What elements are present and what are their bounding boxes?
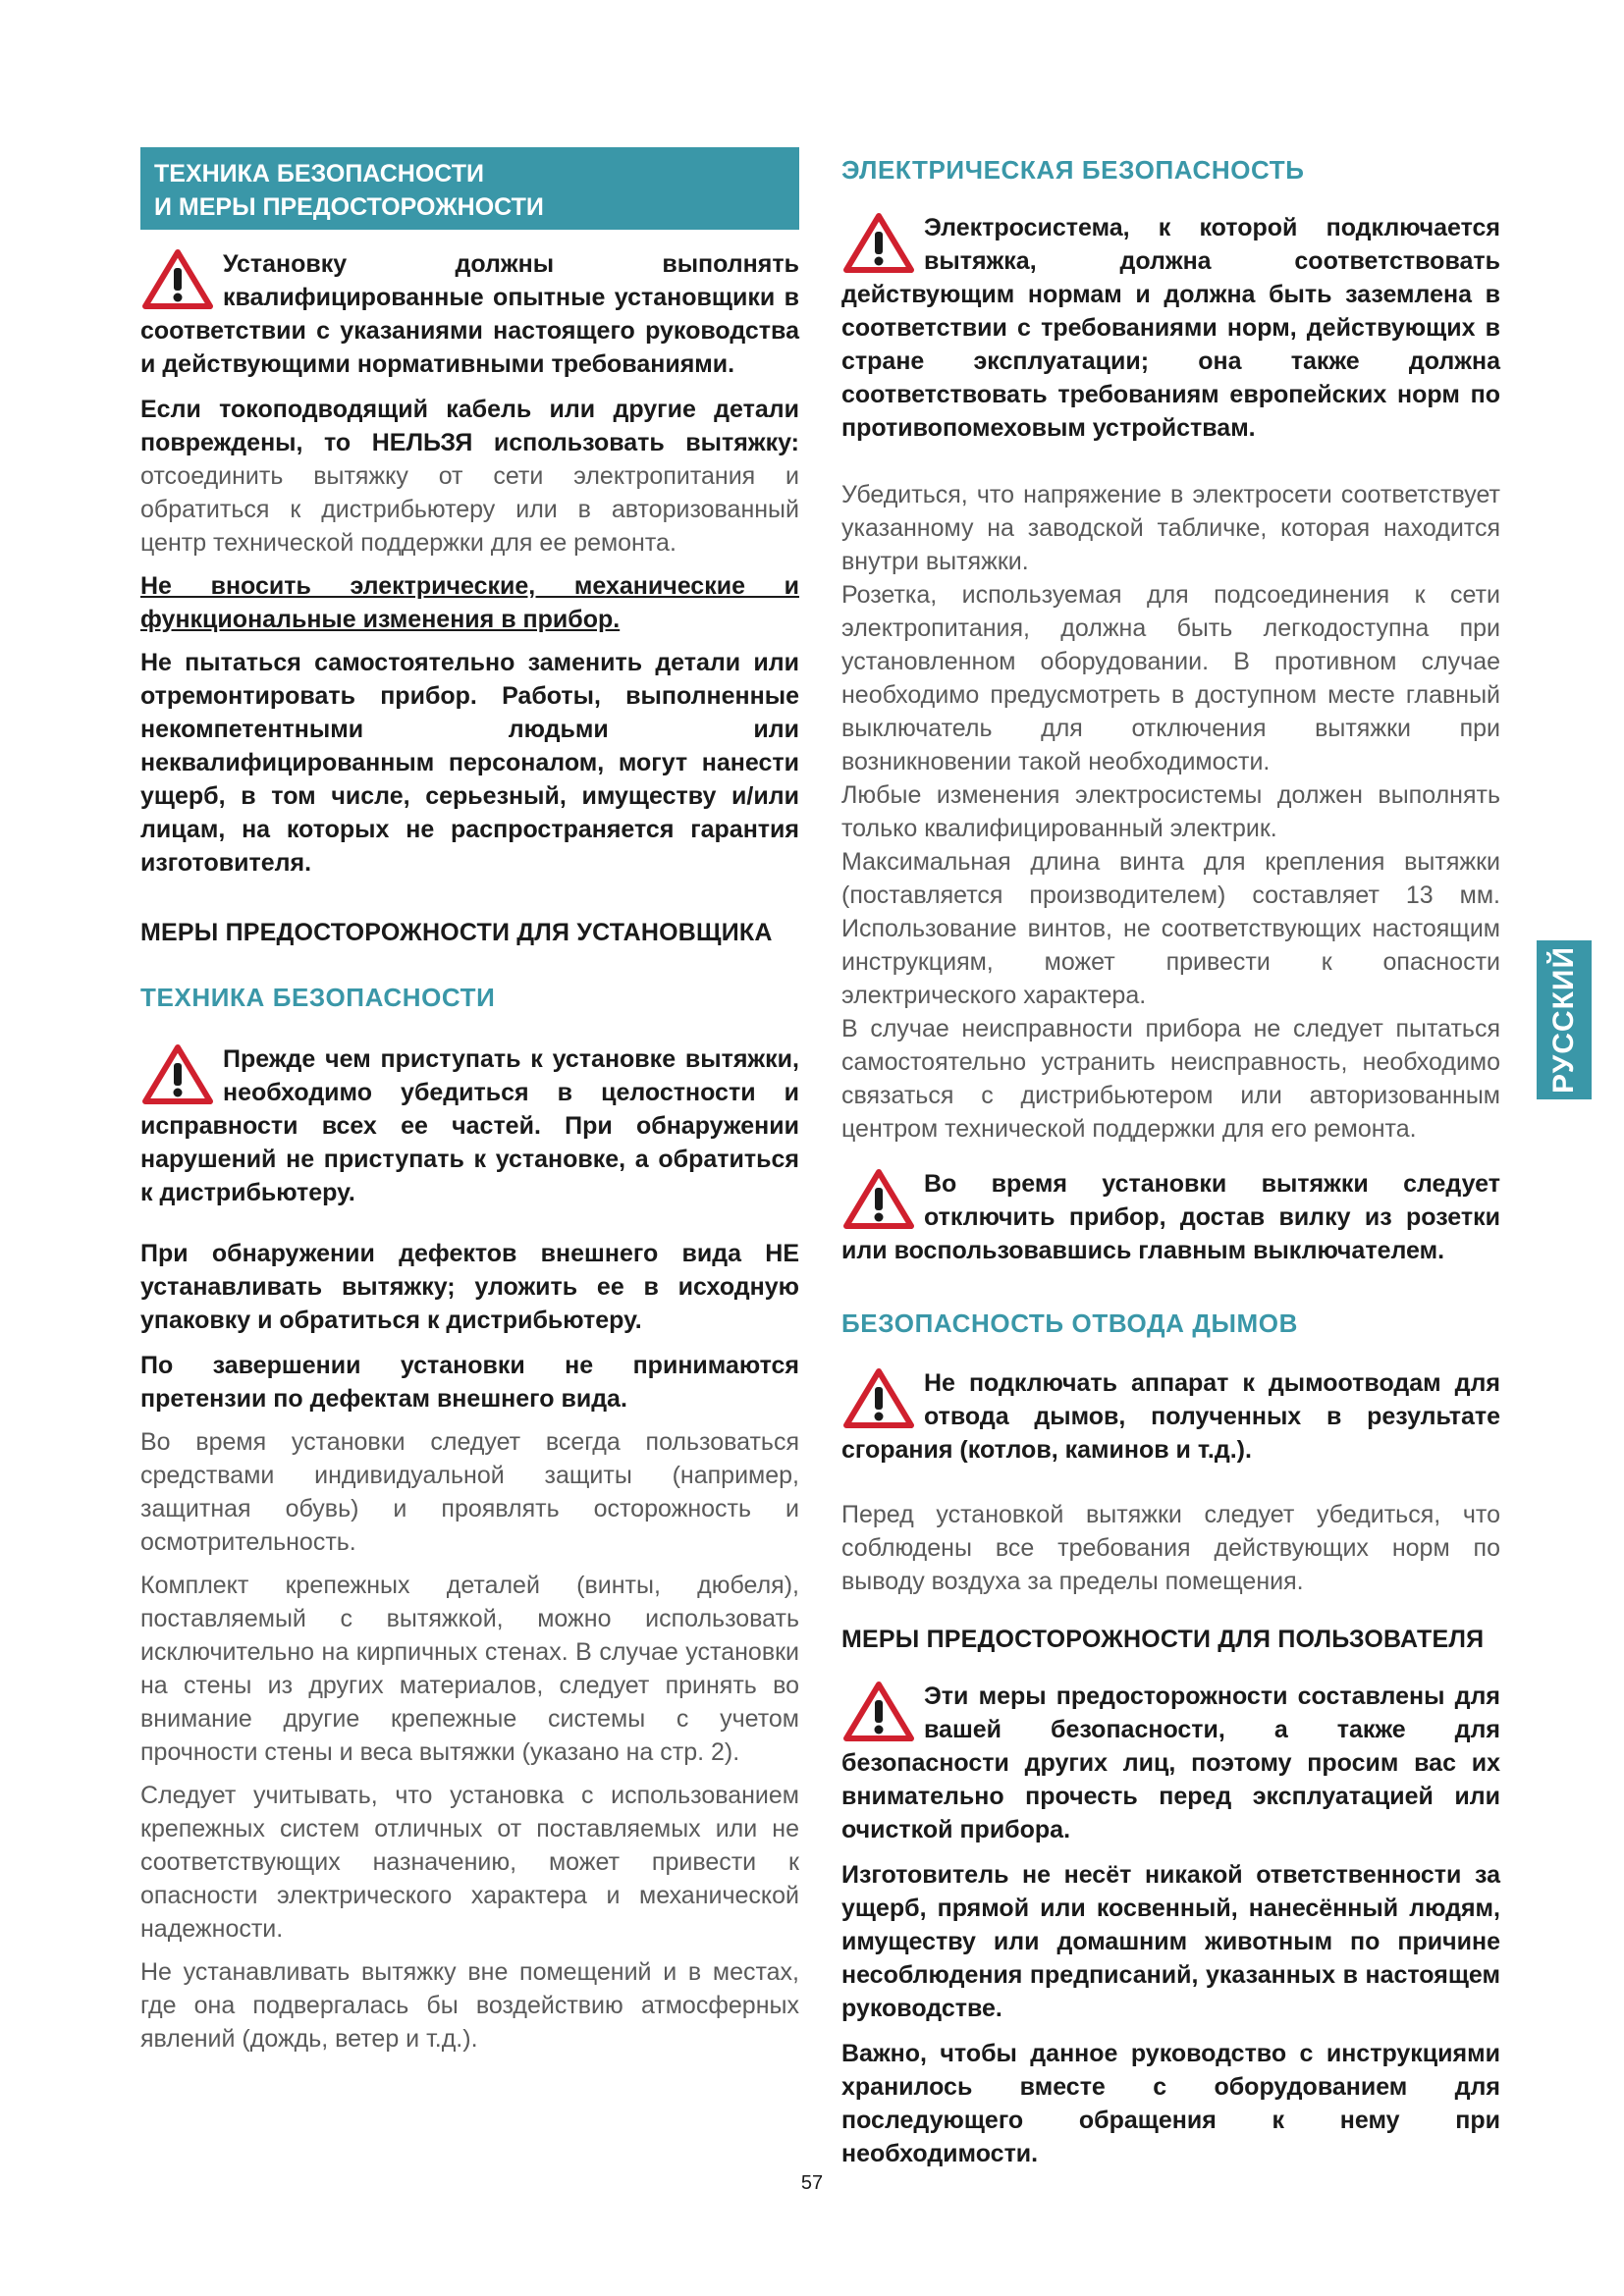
- section-banner: [140, 147, 799, 230]
- paragraph: Максимальная длина винта для крепления вытяжки (поставляется производителем) составляет 13 мм. Использование винтов, не соответствующих настоящим инструкциям, может привести к опасности электрического характера.: [841, 848, 1500, 1009]
- paragraph: Не пытаться самостоятельно заменить детали или отремонтировать прибор. Работы, выполненные некомпетентными людьми или неквалифицированным персоналом, могут нанести ущерб, в том числе, серьезный, имуществу и/или лицам, на которых не распространяется гарантия изготовителя.: [140, 649, 799, 877]
- paragraph: Убедиться, что напряжение в электросети соответствует указанному на заводской табличке, которая находится внутри вытяжки.: [841, 481, 1500, 575]
- warning-block-unplug: [841, 1167, 1500, 1267]
- warning-icon: [843, 211, 914, 274]
- heading-installer: МЕРЫ ПРЕДОСТОРОЖНОСТИ ДЛЯ УСТАНОВЩИКА: [140, 919, 773, 946]
- paragraph: Электросистема, к которой подключается вытяжка, должна соответствовать действующим нормам и должна быть заземлена в соответствии с требованиями норм, действующих в стране эксплуатации; она также должна соответствовать требованиям европейских норм по противопомеховым устройствам.: [841, 214, 1500, 442]
- language-tab-label: РУССКИЙ: [1547, 945, 1581, 1095]
- paragraph: По завершении установки не принимаются претензии по дефектам внешнего вида.: [140, 1352, 799, 1413]
- warning-block-electric: [841, 211, 1500, 445]
- paragraph: Не устанавливать вытяжку вне помещений и в местах, где она подвергалась бы воздействию атмосферных явлений (дождь, ветер и т.д.).: [140, 1958, 799, 2053]
- paragraph: Розетка, используемая для подсоединения к сети электропитания, должна быть легкодоступна при установленном оборудовании. В противном случае необходимо предусмотреть в доступном месте главный выключатель для отключения вытяжки при возникновении такой необходимости.: [841, 581, 1500, 775]
- paragraph: При обнаружении дефектов внешнего вида НЕ устанавливать вытяжку; уложить ее в исходную упаковку и обратиться к дистрибьютеру.: [140, 1240, 799, 1334]
- heading-safety: ТЕХНИКА БЕЗОПАСНОСТИ: [140, 983, 496, 1012]
- heading-user: МЕРЫ ПРЕДОСТОРОЖНОСТИ ДЛЯ ПОЛЬЗОВАТЕЛЯ: [841, 1626, 1485, 1653]
- paragraph: Во время установки следует всегда пользоваться средствами индивидуальной защиты (например, защитная обувь) и проявлять осторожность и осмотрительность.: [140, 1428, 799, 1556]
- heading-smoke: БЕЗОПАСНОСТЬ ОТВОДА ДЫМОВ: [841, 1308, 1298, 1338]
- paragraph: Во время установки вытяжки следует отключить прибор, достав вилку из розетки или воспользовавшись главным выключателем.: [841, 1170, 1500, 1264]
- paragraph: Важно, чтобы данное руководство с инструкциями хранилось вместе с оборудованием для последующего обращения к нему при необходимости.: [841, 2040, 1500, 2167]
- paragraph: Установку должны выполнять квалифицированные опытные установщики в соответствии с указаниями настоящего руководства и действующими нормативными требованиями.: [140, 250, 799, 378]
- left-column: [140, 147, 799, 2056]
- heading-electric: ЭЛЕКТРИЧЕСКАЯ БЕЗОПАСНОСТЬ: [841, 155, 1305, 185]
- paragraph: В случае неисправности прибора не следует пытаться самостоятельно устранить неисправность, необходимо связаться с дистрибьютером или авторизованным центром технической поддержки для его ремонта.: [841, 1015, 1500, 1143]
- warning-icon: [142, 247, 213, 310]
- paragraph: Следует учитывать, что установка с использованием крепежных систем отличных от поставляемых или не соответствующих назначению, может привести к опасности электрического характера и механической надежности.: [140, 1782, 799, 1943]
- right-column: [841, 155, 1500, 2170]
- warning-icon: [843, 1680, 914, 1742]
- warning-block-smoke: [841, 1366, 1500, 1467]
- warning-icon: [843, 1167, 914, 1230]
- warning-block-integrity: [140, 1042, 799, 1209]
- warning-icon: [142, 1042, 213, 1105]
- paragraph: Эти меры предосторожности составлены для вашей безопасности, а также для безопасности других лиц, поэтому просим вас их внимательно прочесть перед эксплуатацией или очисткой прибора.: [841, 1682, 1500, 1843]
- banner-title-line2: И МЕРЫ ПРЕДОСТОРОЖНОСТИ: [154, 193, 544, 221]
- damaged-cable-bold: Если токоподводящий кабель или другие детали повреждены, то НЕЛЬЗЯ использовать вытяжку:: [140, 396, 799, 456]
- page-number: 57: [800, 2172, 824, 2194]
- paragraph-no-changes: Не вносить электрические, механические и функциональные изменения в прибор.: [140, 572, 799, 633]
- damaged-cable-light: отсоединить вытяжку от сети электропитания и обратиться к дистрибьютеру или в авторизованный центр технической поддержки для ее ремонта.: [140, 462, 799, 557]
- paragraph: Перед установкой вытяжки следует убедиться, что соблюдены все требования действующих норм по выводу воздуха за пределы помещения.: [841, 1501, 1500, 1595]
- paragraph: Комплект крепежных деталей (винты, дюбеля), поставляемый с вытяжкой, можно использовать исключительно на кирпичных стенах. В случае установки на стены из других материалов, следует принять во внимание другие крепежные системы с учетом прочности стены и веса вытяжки (указано на стр. 2).: [140, 1572, 799, 1766]
- language-tab: [1537, 940, 1592, 1099]
- paragraph-damaged-cable: [140, 393, 799, 560]
- paragraph: Прежде чем приступать к установке вытяжки, необходимо убедиться в целостности и исправности всех ее частей. При обнаружении нарушений не приступать к установке, а обратиться к дистрибьютеру.: [140, 1045, 799, 1206]
- warning-block-installers: [140, 247, 799, 381]
- paragraph: Не подключать аппарат к дымоотводам для отвода дымов, полученных в результате сгорания (котлов, каминов и т.д.).: [841, 1369, 1500, 1464]
- warning-block-user: [841, 1680, 1500, 1846]
- banner-title-line1: ТЕХНИКА БЕЗОПАСНОСТИ: [154, 160, 484, 187]
- paragraph: Изготовитель не несёт никакой ответственности за ущерб, прямой или косвенный, нанесённый людям, имуществу или домашним животным по причине несоблюдения предписаний, указанных в настоящем руководстве.: [841, 1861, 1500, 2022]
- paragraph: Любые изменения электросистемы должен выполнять только квалифицированный электрик.: [841, 781, 1500, 842]
- warning-icon: [843, 1366, 914, 1429]
